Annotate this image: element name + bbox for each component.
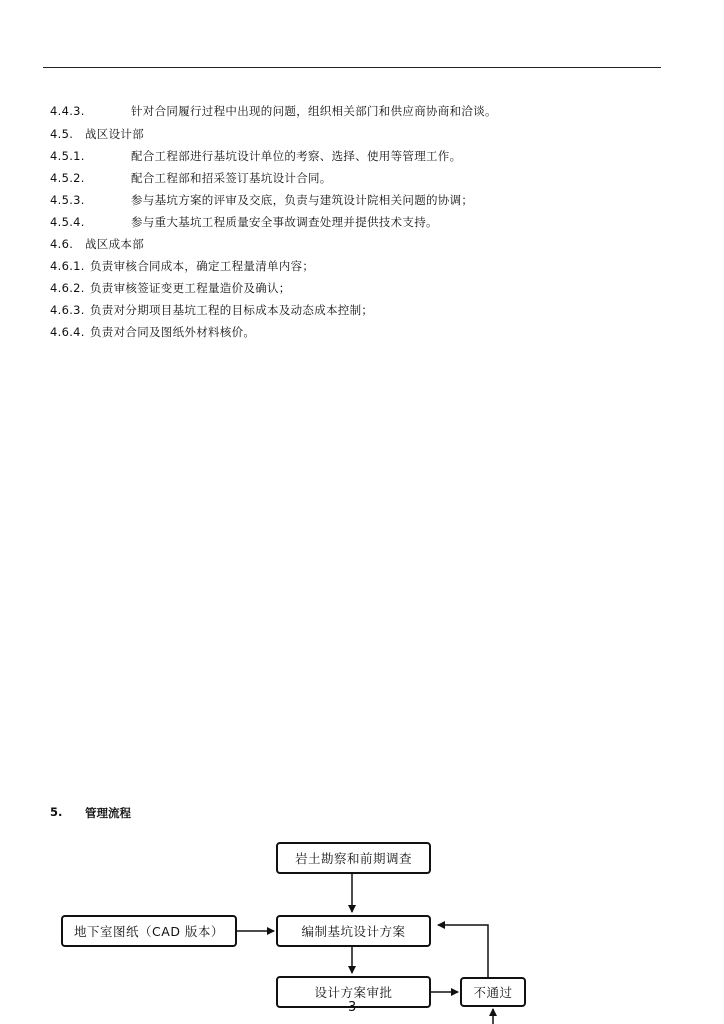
item-number: 4.6.: [50, 237, 74, 251]
item-number: 4.6.2.: [50, 281, 85, 295]
item-number: 4.5.4.: [50, 215, 85, 229]
section-number: 5.: [50, 805, 63, 819]
item-text: 负责对合同及图纸外材料核价。: [90, 325, 256, 339]
item-number: 4.5.2.: [50, 171, 85, 185]
item-text: 针对合同履行过程中出现的问题，组织相关部门和供应商协商和洽谈。: [131, 104, 497, 118]
item-number: 4.6.1.: [50, 259, 85, 273]
item-text: 战区设计部: [85, 127, 144, 141]
item-text: 参与重大基坑工程质量安全事故调查处理并提供技术支持。: [131, 215, 438, 229]
page-number: 3: [348, 1000, 357, 1015]
item-number: 4.5.3.: [50, 193, 85, 207]
item-text: 战区成本部: [85, 237, 144, 251]
flow-box-basement-drawings: 地下室图纸（CAD 版本）: [61, 915, 237, 947]
item-text: 负责审核签证变更工程量造价及确认；: [90, 281, 291, 295]
item-number: 4.4.3.: [50, 104, 85, 118]
flow-box-review: 设计方案审批: [276, 976, 431, 1008]
section-title: 管理流程: [85, 806, 131, 820]
flow-box-design-scheme: 编制基坑设计方案: [276, 915, 431, 947]
item-number: 4.6.3.: [50, 303, 85, 317]
item-number: 4.5.: [50, 127, 74, 141]
item-text: 参与基坑方案的评审及交底，负责与建筑设计院相关问题的协调；: [131, 193, 474, 207]
item-number: 4.6.4.: [50, 325, 85, 339]
item-text: 负责审核合同成本，确定工程量清单内容；: [90, 259, 315, 273]
item-text: 负责对分期项目基坑工程的目标成本及动态成本控制；: [90, 303, 374, 317]
flow-box-reject: 不通过: [460, 977, 526, 1007]
flow-box-survey: 岩土勘察和前期调查: [276, 842, 431, 874]
item-number: 4.5.1.: [50, 149, 85, 163]
arrow-reject-back-to-design: [438, 925, 488, 978]
item-text: 配合工程部进行基坑设计单位的考察、选择、使用等管理工作。: [131, 149, 462, 163]
item-text: 配合工程部和招采签订基坑设计合同。: [131, 171, 332, 185]
